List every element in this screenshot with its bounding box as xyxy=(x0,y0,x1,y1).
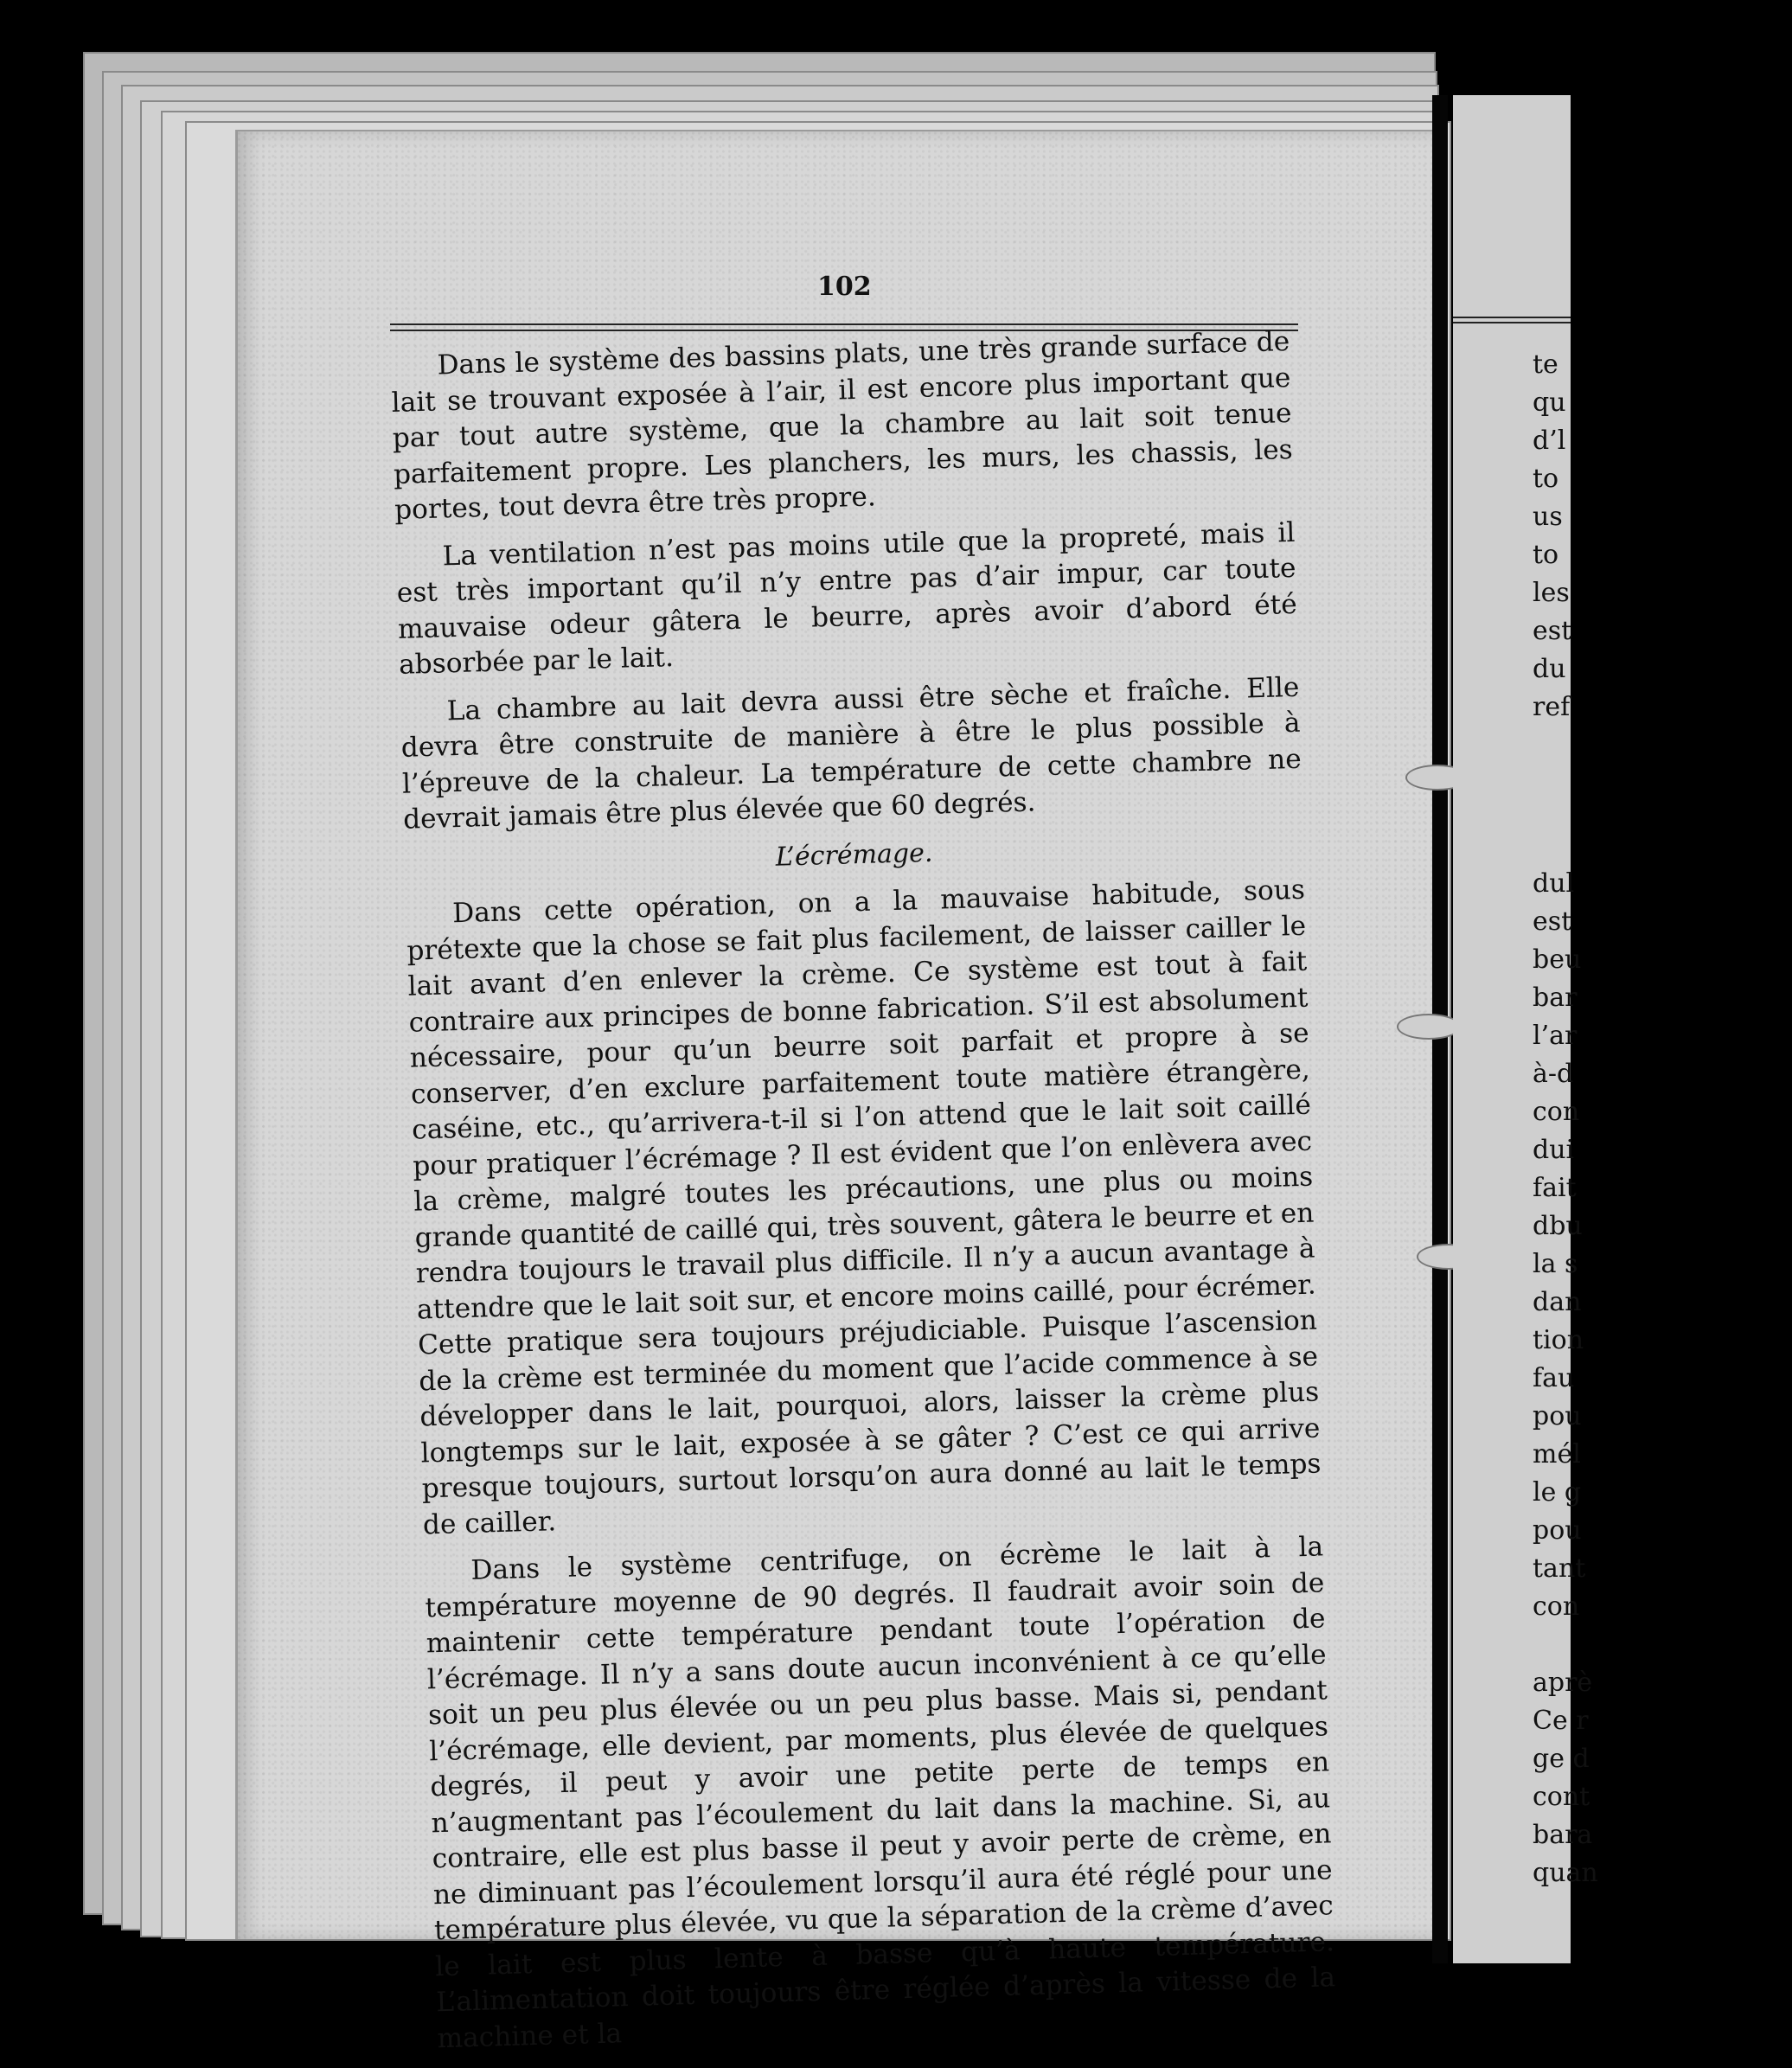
paragraph: Dans le système centrifuge, on écrème le lait à la température moyenne de 90 degrés. Il faudrait avoir soin de maintenir cette température pendant toute l’opération de l’écrémage. Il n’y a sans doute aucun inconvénient à ce qu’elle soit un peu plus élevée ou un peu plus basse. Mais si, pendant l’écrémage, elle devient, par moments, plus élevée de quelques degrés, il peut y avoir une petite perte de temps en n’augmentant pas l’écoulement du lait dans la machine. Si, au contraire, elle est plus basse il peut y avoir perte de crème, en ne diminuant pas l’écoulement lorsqu’il aura été réglé pour une température plus élevée, vu que la séparation de la crème d’avec le lait est plus lente à basse qu’à haute température. L’alimentation doit toujours être réglée d’après la vitesse de la machine et la xyxy=(425,1531,1336,2054)
facing-line: pou xyxy=(1533,1515,1582,1546)
paragraph: La ventilation n’est pas moins utile que la propreté, mais il est très important qu’il n’y entre pas d’air impur, car toute mauvaise odeur gâtera le beurre, après avoir d’abord été absorbée par le lait. xyxy=(396,516,1298,681)
body-text xyxy=(390,324,1337,2068)
binding-thread xyxy=(1397,1014,1461,1040)
header-rule xyxy=(390,323,1298,325)
facing-line: du xyxy=(1533,654,1566,684)
facing-header-rule xyxy=(1453,322,1571,323)
paragraph: Dans cette opération, on a la mauvaise habitude, sous prétexte que la chose se fait plus facilement, de laisser cailler le lait avant d’en enlever la crème. Ce système est tout à fait contraire aux principes de bonne fabrication. S’il est absolument nécessaire, pour qu’un beurre soit parfait et propre à se conserver, d’en exclure parfaitement toute matière étrangère, caséine, etc., qu’arrivera-t-il si l’on attend que le lait soit caillé pour pratiquer l’écrémage ? Il est évident que l’on enlèvera avec la crème, malgré toutes les précautions, une plus ou moins grande quantité de caillé qui, très souvent, gâtera le beurre et en rendra toujours le travail plus difficile. Il n’y a aucun avantage à attendre que le lait soit sur, et encore moins caillé, pour écrémer. Cette pratique sera toujours préjudiciable. Puisque l’ascension de la crème est terminée du moment que l’acide commence à se développer dans le lait, pourquoi, alors, laisser la crème plus longtemps sur le lait, exposée à se gâter ? C’est ce qui arrive presque toujours, surtout lorsqu’on aura donné au lait le temps de cailler. xyxy=(406,874,1322,1540)
facing-line: fau xyxy=(1533,1363,1575,1393)
facing-line: est xyxy=(1533,616,1572,646)
facing-line: to xyxy=(1533,464,1559,494)
facing-line: les xyxy=(1533,578,1570,608)
facing-line: l’ar xyxy=(1533,1021,1578,1051)
facing-line: pou xyxy=(1533,1401,1582,1431)
facing-line: beu xyxy=(1533,944,1582,975)
paragraph: Dans le système des bassins plats, une très grande surface de lait se trouvant exposée à l’air, il est encore plus important que par tout autre système, que la chambre au lait soit tenue parfaitement propre. Les planchers, les murs, les chassis, les portes, tout devra être très propre. xyxy=(391,325,1294,526)
facing-line: te xyxy=(1533,349,1558,380)
facing-line: Ce r xyxy=(1533,1706,1589,1736)
facing-line: tant xyxy=(1533,1553,1586,1584)
facing-line: mél xyxy=(1533,1439,1581,1469)
facing-line: tion xyxy=(1533,1325,1584,1355)
facing-line: bar xyxy=(1533,983,1578,1013)
facing-line: ge d xyxy=(1533,1744,1590,1774)
facing-line: à-d xyxy=(1533,1059,1574,1089)
facing-line: us xyxy=(1533,502,1563,532)
facing-gap xyxy=(1533,727,1792,865)
facing-line: qu xyxy=(1533,387,1566,418)
page-number: 102 xyxy=(817,272,872,302)
section-heading: L’écrémage. xyxy=(775,837,933,873)
facing-line: ref xyxy=(1533,692,1571,722)
facing-line: aprè xyxy=(1533,1668,1593,1698)
facing-page-text xyxy=(1533,346,1792,1892)
facing-line: dul xyxy=(1533,868,1575,899)
book-page xyxy=(235,130,1435,2054)
facing-line: la s xyxy=(1533,1249,1578,1279)
facing-header-rule xyxy=(1453,317,1571,318)
facing-line: to xyxy=(1533,540,1559,570)
facing-line: dui xyxy=(1533,1135,1575,1165)
facing-line: fait xyxy=(1533,1173,1577,1203)
facing-line xyxy=(1533,1626,1792,1664)
facing-line: dan xyxy=(1533,1287,1582,1317)
facing-line: d’l xyxy=(1533,426,1566,456)
facing-line: cont xyxy=(1533,1782,1590,1812)
facing-line: dbu xyxy=(1533,1211,1583,1241)
facing-page xyxy=(1453,95,1598,1963)
paragraph: La chambre au lait devra aussi être sèche et fraîche. Elle devra être construite de manière à être le plus possible à l’épreuve de la chaleur. La température de cette chambre ne devrait jamais être plus élevée que 60 degrés. xyxy=(400,671,1302,836)
facing-line: le g xyxy=(1533,1477,1582,1508)
facing-line: con xyxy=(1533,1097,1580,1127)
facing-line: est xyxy=(1533,906,1572,937)
facing-line: bara xyxy=(1533,1820,1593,1850)
facing-line: con xyxy=(1533,1591,1580,1622)
facing-line: quan xyxy=(1533,1858,1598,1888)
